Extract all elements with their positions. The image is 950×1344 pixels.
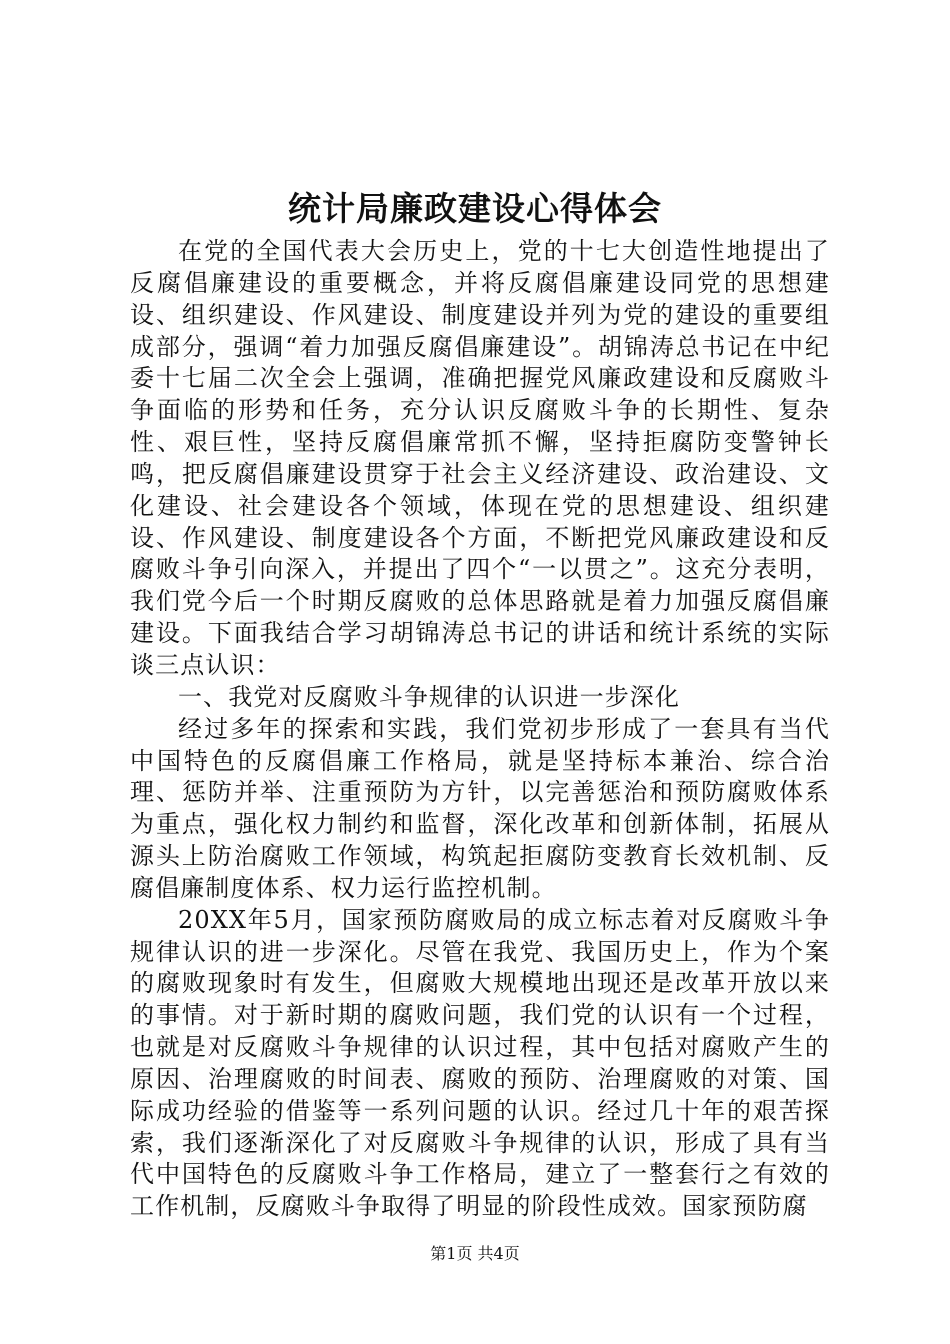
section-heading-1: 一、我党对反腐败斗争规律的认识进一步深化: [178, 682, 680, 711]
paragraph-section-1a: 经过多年的探索和实践，我们党初步形成了一套具有当代中国特色的反腐倡廉工作格局，就是坚持标本兼治、综合治理、惩防并举、注重预防为方针，以完善惩治和预防腐败体系为重点，强化权力制约和监督，深化改革和创新体制，拓展从源头上防治腐败工作领域，构筑起拒腐防变教育长效机制、反腐倡廉制度体系、权力运行监控机制。: [130, 714, 830, 902]
paragraph-section-1b: 20XX年5月，国家预防腐败局的成立标志着对反腐败斗争规律认识的进一步深化。尽管在我党、我国历史上，作为个案的腐败现象时有发生，但腐败大规模地出现还是改革开放以来的事情。对于新时期的腐败问题，我们党的认识有一个过程，也就是对反腐败斗争规律的认识过程，其中包括对腐败产生的原因、治理腐败的时间表、腐败的预防、治理腐败的对策、国际成功经验的借鉴等一系列问题的认识。经过几十年的艰苦探索，我们逐渐深化了对反腐败斗争规律的认识，形成了具有当代中国特色的反腐败斗争工作格局，建立了一整套行之有效的工作机制，反腐败斗争取得了明显的阶段性成效。国家预防腐: [130, 905, 830, 1221]
document-title: 统计局廉政建设心得体会: [288, 189, 662, 228]
document-body: [130, 236, 830, 1223]
page-number-footer: 第1页 共4页: [430, 1244, 520, 1263]
paragraph-intro: 在党的全国代表大会历史上，党的十七大创造性地提出了反腐倡廉建设的重要概念，并将反腐倡廉建设同党的思想建设、组织建设、作风建设、制度建设并列为党的建设的重要组成部分，强调“着力加强反腐倡廉建设”。胡锦涛总书记在中纪委十七届二次全会上强调，准确把握党风廉政建设和反腐败斗争面临的形势和任务，充分认识反腐败斗争的长期性、复杂性、艰巨性，坚持反腐倡廉常抓不懈，坚持拒腐防变警钟长鸣，把反腐倡廉建设贯穿于社会主义经济建设、政治建设、文化建设、社会建设各个领域，体现在党的思想建设、组织建设、作风建设、制度建设各个方面，不断把党风廉政建设和反腐败斗争引向深入，并提出了四个“一以贯之”。这充分表明，我们党今后一个时期反腐败的总体思路就是着力加强反腐倡廉建设。下面我结合学习胡锦涛总书记的讲话和统计系统的实际谈三点认识：: [130, 237, 830, 679]
